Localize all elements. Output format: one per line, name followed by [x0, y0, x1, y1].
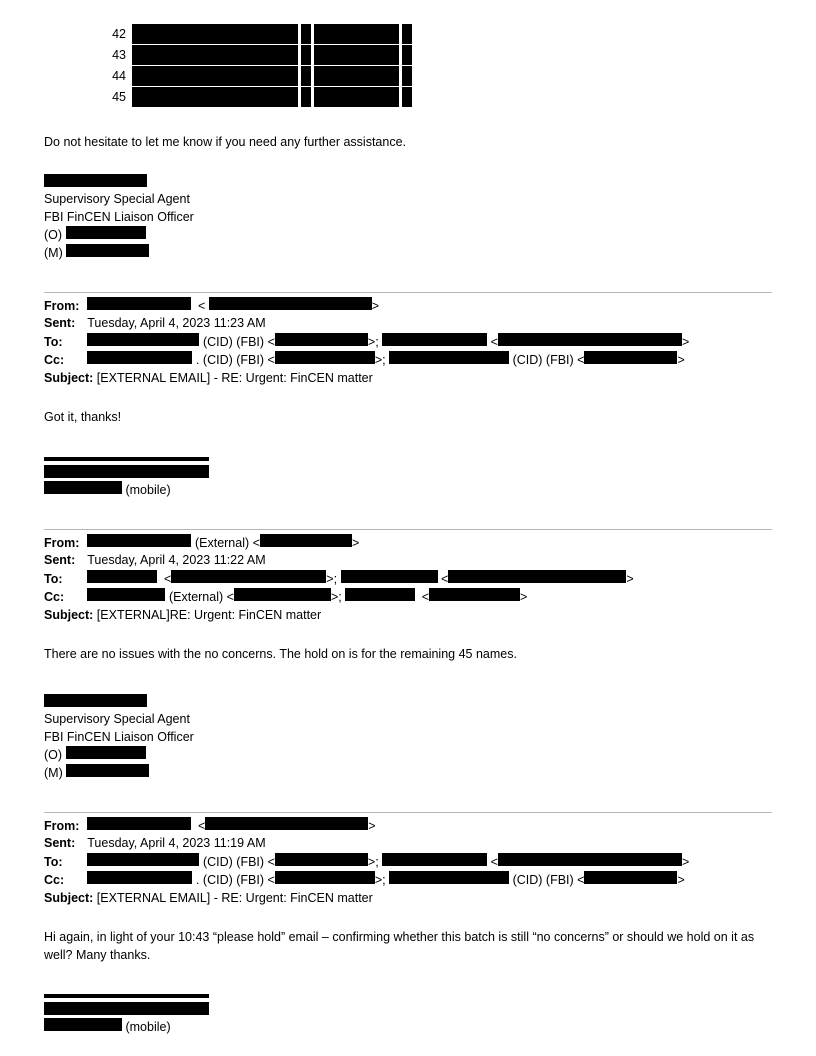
mobile-note: (mobile): [125, 1020, 171, 1034]
cc-suffix: . (CID) (FBI): [195, 873, 265, 887]
spacer: [44, 387, 772, 409]
subject-value: [EXTERNAL EMAIL] - RE: Urgent: FinCEN matter: [96, 890, 373, 905]
message-signature: [44, 694, 772, 782]
table-cell-redacted: [301, 24, 311, 45]
separator-semicolon: ;: [338, 590, 342, 604]
separator-semicolon: ;: [375, 334, 379, 349]
message-from-line: [44, 297, 772, 316]
signature-org: FBI FinCEN Liaison Officer: [44, 209, 194, 224]
redacted-to-name-2: [382, 333, 487, 346]
spacer: [44, 782, 772, 812]
angle-open: <: [577, 873, 585, 887]
office-label: (O): [44, 227, 63, 242]
to-suffix: (CID) (FBI): [202, 334, 265, 349]
redacted-mobile-phone: [66, 764, 149, 777]
signature-mobile-line: [44, 764, 772, 782]
angle-close: >: [368, 818, 376, 833]
subject-label: Subject:: [44, 890, 94, 905]
message-to-line: [44, 853, 772, 872]
redacted-from-address: [209, 297, 372, 310]
angle-close: >: [677, 353, 685, 367]
separator-semicolon: ;: [382, 353, 386, 367]
table-column-redacted: [314, 24, 399, 108]
redacted-cc-name-2: [345, 588, 415, 601]
signature-office-line: [44, 226, 772, 244]
message-signature: [44, 994, 772, 1036]
redacted-cc-address-2: [584, 351, 677, 364]
message-sent-line: [44, 315, 772, 333]
angle-close: >: [367, 334, 376, 349]
table-column-redacted: [132, 24, 298, 108]
angle-close: >: [677, 873, 685, 887]
message-to-line: [44, 333, 772, 352]
sent-label: Sent:: [44, 553, 76, 567]
message-signature: [44, 457, 772, 499]
angle-open: <: [226, 590, 234, 604]
from-label: From:: [44, 298, 80, 313]
redacted-cc-name: [87, 588, 165, 601]
spacer: [44, 152, 772, 174]
redacted-from-address: [205, 817, 368, 830]
intro-paragraph: Do not hesitate to let me know if you need any further assistance.: [44, 135, 407, 149]
message-divider: [44, 292, 772, 293]
table-cell-redacted: [132, 66, 298, 87]
angle-open: <: [490, 334, 498, 349]
redacted-signature-rule: [44, 994, 209, 998]
sent-value: Tuesday, April 4, 2023 11:22 AM: [87, 553, 266, 567]
redacted-to-address-2: [498, 333, 682, 346]
message-cc-line: [44, 351, 772, 370]
redacted-office-phone: [66, 746, 146, 759]
redacted-to-address-2: [498, 853, 682, 866]
cc-label: Cc:: [44, 590, 65, 604]
redacted-to-name: [87, 570, 157, 583]
office-label: (O): [44, 747, 63, 762]
email-message: [44, 529, 772, 782]
spacer: [44, 262, 772, 292]
table-column-redacted: [402, 24, 412, 108]
signature-title: Supervisory Special Agent: [44, 711, 190, 726]
message-subject-line: [44, 607, 772, 625]
message-sent-line: [44, 552, 772, 570]
table-cell-redacted: [301, 66, 311, 87]
table-wrapper: [100, 24, 412, 108]
sent-label: Sent:: [44, 836, 76, 850]
angle-open: <: [441, 571, 449, 586]
table-cell-redacted: [314, 24, 399, 45]
table-cell-redacted: [132, 45, 298, 66]
table-cell-redacted: [132, 87, 298, 108]
redacted-to-name-2: [382, 853, 487, 866]
subject-label: Subject:: [44, 370, 94, 385]
table-cell-redacted: [402, 45, 412, 66]
document-content: [44, 24, 772, 1036]
redacted-from-name: [87, 817, 191, 830]
redacted-to-address: [171, 570, 326, 583]
sent-value: Tuesday, April 4, 2023 11:23 AM: [87, 316, 266, 330]
redacted-name: [44, 174, 147, 187]
cc-suffix-2: (CID) (FBI): [512, 873, 574, 887]
redacted-name: [44, 694, 147, 707]
to-suffix: (CID) (FBI): [202, 854, 265, 869]
separator-semicolon: ;: [375, 854, 379, 869]
spacer: [44, 499, 772, 529]
redacted-signature-name: [44, 1002, 209, 1015]
spacer: [44, 427, 772, 457]
spacer: [44, 907, 772, 929]
redacted-signature-name: [44, 465, 209, 478]
angle-open: <: [267, 353, 275, 367]
from-suffix: (External): [194, 535, 250, 550]
angle-close: >: [520, 590, 528, 604]
signature-mobile-line: [44, 244, 772, 262]
spacer: [44, 624, 772, 646]
to-label: To:: [44, 571, 63, 586]
redacted-table: [44, 24, 772, 124]
cc-suffix: . (CID) (FBI): [195, 353, 265, 367]
cc-label: Cc:: [44, 873, 65, 887]
message-to-line: [44, 570, 772, 589]
angle-close: >: [330, 590, 339, 604]
table-cell-redacted: [314, 45, 399, 66]
redacted-mobile-phone: [66, 244, 149, 257]
signature-block: [44, 174, 772, 262]
angle-close: >: [626, 571, 634, 586]
redacted-cc-address-2: [584, 871, 677, 884]
table-cell-redacted: [402, 66, 412, 87]
message-body: Got it, thanks!: [44, 410, 122, 424]
sent-label: Sent:: [44, 316, 76, 330]
redacted-cc-name-2: [389, 871, 509, 884]
redacted-to-name: [87, 853, 199, 866]
row-number: 42: [112, 27, 126, 41]
email-message: [44, 812, 772, 1037]
separator-semicolon: ;: [382, 873, 386, 887]
subject-value: [EXTERNAL EMAIL] - RE: Urgent: FinCEN matter: [96, 370, 373, 385]
redacted-to-name: [87, 333, 199, 346]
email-message: [44, 292, 772, 499]
redacted-from-name: [87, 297, 191, 310]
redacted-to-name-2: [341, 570, 438, 583]
subject-value: [EXTERNAL]RE: Urgent: FinCEN matter: [96, 607, 322, 622]
signature-office-line: [44, 746, 772, 764]
angle-close: >: [351, 535, 360, 550]
message-subject-line: [44, 890, 772, 908]
redacted-cc-name: [87, 351, 192, 364]
spacer: [44, 964, 772, 994]
angle-close: >: [374, 873, 383, 887]
from-label: From:: [44, 818, 80, 833]
table-cell-redacted: [132, 24, 298, 45]
to-label: To:: [44, 334, 63, 349]
table-cell-redacted: [314, 87, 399, 108]
redacted-office-phone: [66, 226, 146, 239]
message-from-line: [44, 534, 772, 553]
cc-suffix-2: (CID) (FBI): [512, 353, 574, 367]
angle-open: <: [197, 298, 206, 313]
signature-title: Supervisory Special Agent: [44, 191, 190, 206]
from-label: From:: [44, 535, 80, 550]
table-cell-redacted: [301, 87, 311, 108]
message-subject-line: [44, 370, 772, 388]
message-sent-line: [44, 835, 772, 853]
redacted-signature-rule: [44, 457, 209, 461]
angle-open: <: [197, 818, 206, 833]
table-cell-redacted: [301, 45, 311, 66]
signature-mobile-line: [44, 481, 772, 499]
separator-semicolon: ;: [333, 571, 338, 586]
message-from-line: [44, 817, 772, 836]
redacted-mobile-number: [44, 1018, 122, 1031]
cc-label: Cc:: [44, 353, 65, 367]
angle-open: <: [267, 334, 275, 349]
mobile-note: (mobile): [125, 482, 171, 497]
angle-close: >: [374, 353, 383, 367]
mobile-label: (M): [44, 765, 63, 780]
cc-suffix: (External): [168, 590, 224, 604]
angle-close: >: [681, 334, 690, 349]
angle-open: <: [490, 854, 498, 869]
table-cell-redacted: [402, 87, 412, 108]
redacted-from-address: [260, 534, 352, 547]
redacted-to-address-2: [448, 570, 626, 583]
redacted-mobile-number: [44, 481, 122, 494]
angle-open: <: [252, 535, 260, 550]
mobile-label: (M): [44, 245, 63, 260]
signature-mobile-line: [44, 1018, 772, 1036]
row-number: 43: [112, 48, 126, 62]
redacted-cc-address-2: [429, 588, 520, 601]
to-label: To:: [44, 854, 63, 869]
redacted-from-name: [87, 534, 191, 547]
message-cc-line: [44, 588, 772, 607]
row-number: 45: [112, 90, 126, 104]
angle-close: >: [371, 298, 380, 313]
angle-close: >: [367, 854, 376, 869]
redacted-cc-address: [275, 351, 375, 364]
redacted-cc-name-2: [389, 351, 509, 364]
angle-open: <: [267, 854, 275, 869]
angle-open: <: [577, 353, 585, 367]
row-number: 44: [112, 69, 126, 83]
message-divider: [44, 812, 772, 813]
message-body: There are no issues with the no concerns. The hold on is for the remaining 45 names.: [44, 647, 517, 661]
subject-label: Subject:: [44, 607, 94, 622]
redacted-cc-address: [234, 588, 331, 601]
redacted-to-address: [275, 853, 368, 866]
angle-close: >: [326, 571, 334, 586]
redacted-to-address: [275, 333, 368, 346]
redacted-cc-address: [275, 871, 375, 884]
message-body: Hi again, in light of your 10:43 “please hold” email – confirming whether this batch is still “no concerns” or should we hold on it as well? Many thanks.: [44, 930, 755, 962]
sent-value: Tuesday, April 4, 2023 11:19 AM: [87, 836, 266, 850]
redacted-cc-name: [87, 871, 192, 884]
message-divider: [44, 529, 772, 530]
message-cc-line: [44, 871, 772, 890]
table-cell-redacted: [402, 24, 412, 45]
angle-close: >: [681, 854, 690, 869]
signature-org: FBI FinCEN Liaison Officer: [44, 729, 194, 744]
table-row-numbers: [100, 24, 132, 108]
angle-open: <: [163, 571, 172, 586]
table-column-redacted: [301, 24, 311, 108]
angle-open: <: [421, 590, 430, 604]
spacer: [44, 664, 772, 694]
angle-open: <: [267, 873, 275, 887]
table-cell-redacted: [314, 66, 399, 87]
